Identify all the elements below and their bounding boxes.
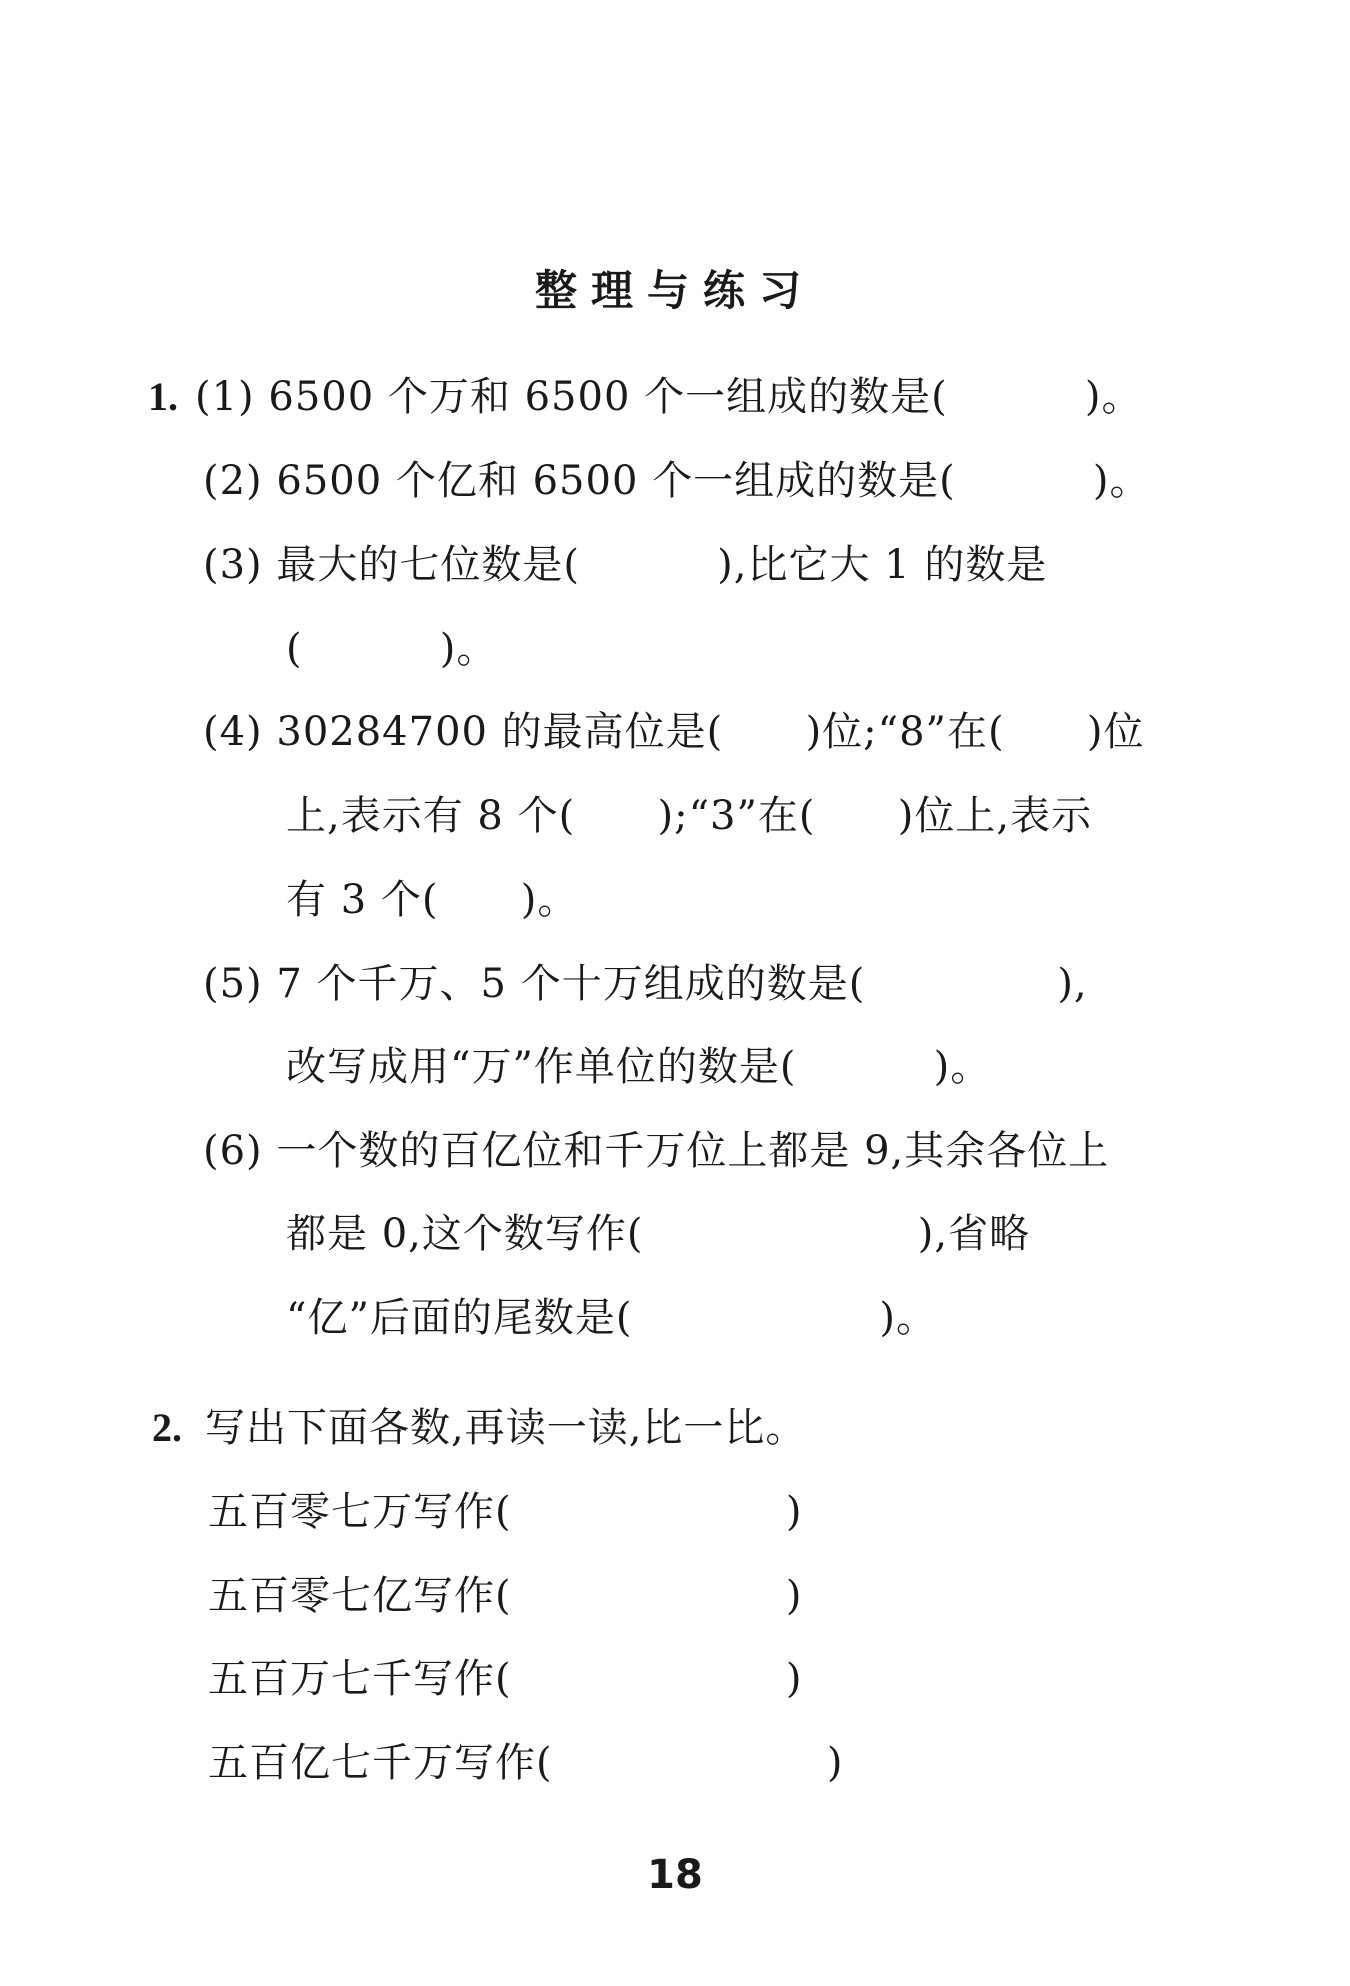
page-number: 18	[647, 1852, 703, 1898]
q2-line-1: 五百零七万写作( )	[208, 1489, 803, 1535]
q1-line-4: ( )。	[286, 626, 498, 672]
q1-line-1: (1) 6500 个万和 6500 个一组成的数是( )。	[195, 374, 1143, 420]
q1-line-8: (5) 7 个千万、5 个十万组成的数是( ),	[203, 961, 1088, 1007]
q1-line-12: “亿”后面的尾数是( )。	[286, 1295, 937, 1341]
q2-line-3: 五百万七千写作( )	[208, 1656, 803, 1702]
q1-line-6: 上,表示有 8 个( );“3”在( )位上,表示	[286, 793, 1093, 839]
q1-line-9: 改写成用“万”作单位的数是( )。	[286, 1044, 992, 1090]
q2-line-2: 五百零七亿写作( )	[208, 1573, 803, 1619]
q1-line-3: (3) 最大的七位数是( ),比它大 1 的数是	[203, 542, 1048, 588]
q1-line-11: 都是 0,这个数写作( ),省略	[286, 1211, 1031, 1257]
question-2-number: 2.	[152, 1405, 182, 1450]
question-1-number: 1.	[148, 374, 178, 419]
q1-line-7: 有 3 个( )。	[286, 877, 579, 923]
q2-line-4: 五百亿七千万写作( )	[208, 1740, 844, 1786]
q1-line-10: (6) 一个数的百亿位和千万位上都是 9,其余各位上	[203, 1128, 1110, 1174]
q1-line-5: (4) 30284700 的最高位是( )位;“8”在( )位	[203, 709, 1145, 755]
q1-line-2: (2) 6500 个亿和 6500 个一组成的数是( )。	[203, 458, 1151, 504]
q2-intro: 写出下面各数,再读一读,比一比。	[205, 1405, 807, 1451]
page-title: 整理与练习	[534, 266, 815, 315]
